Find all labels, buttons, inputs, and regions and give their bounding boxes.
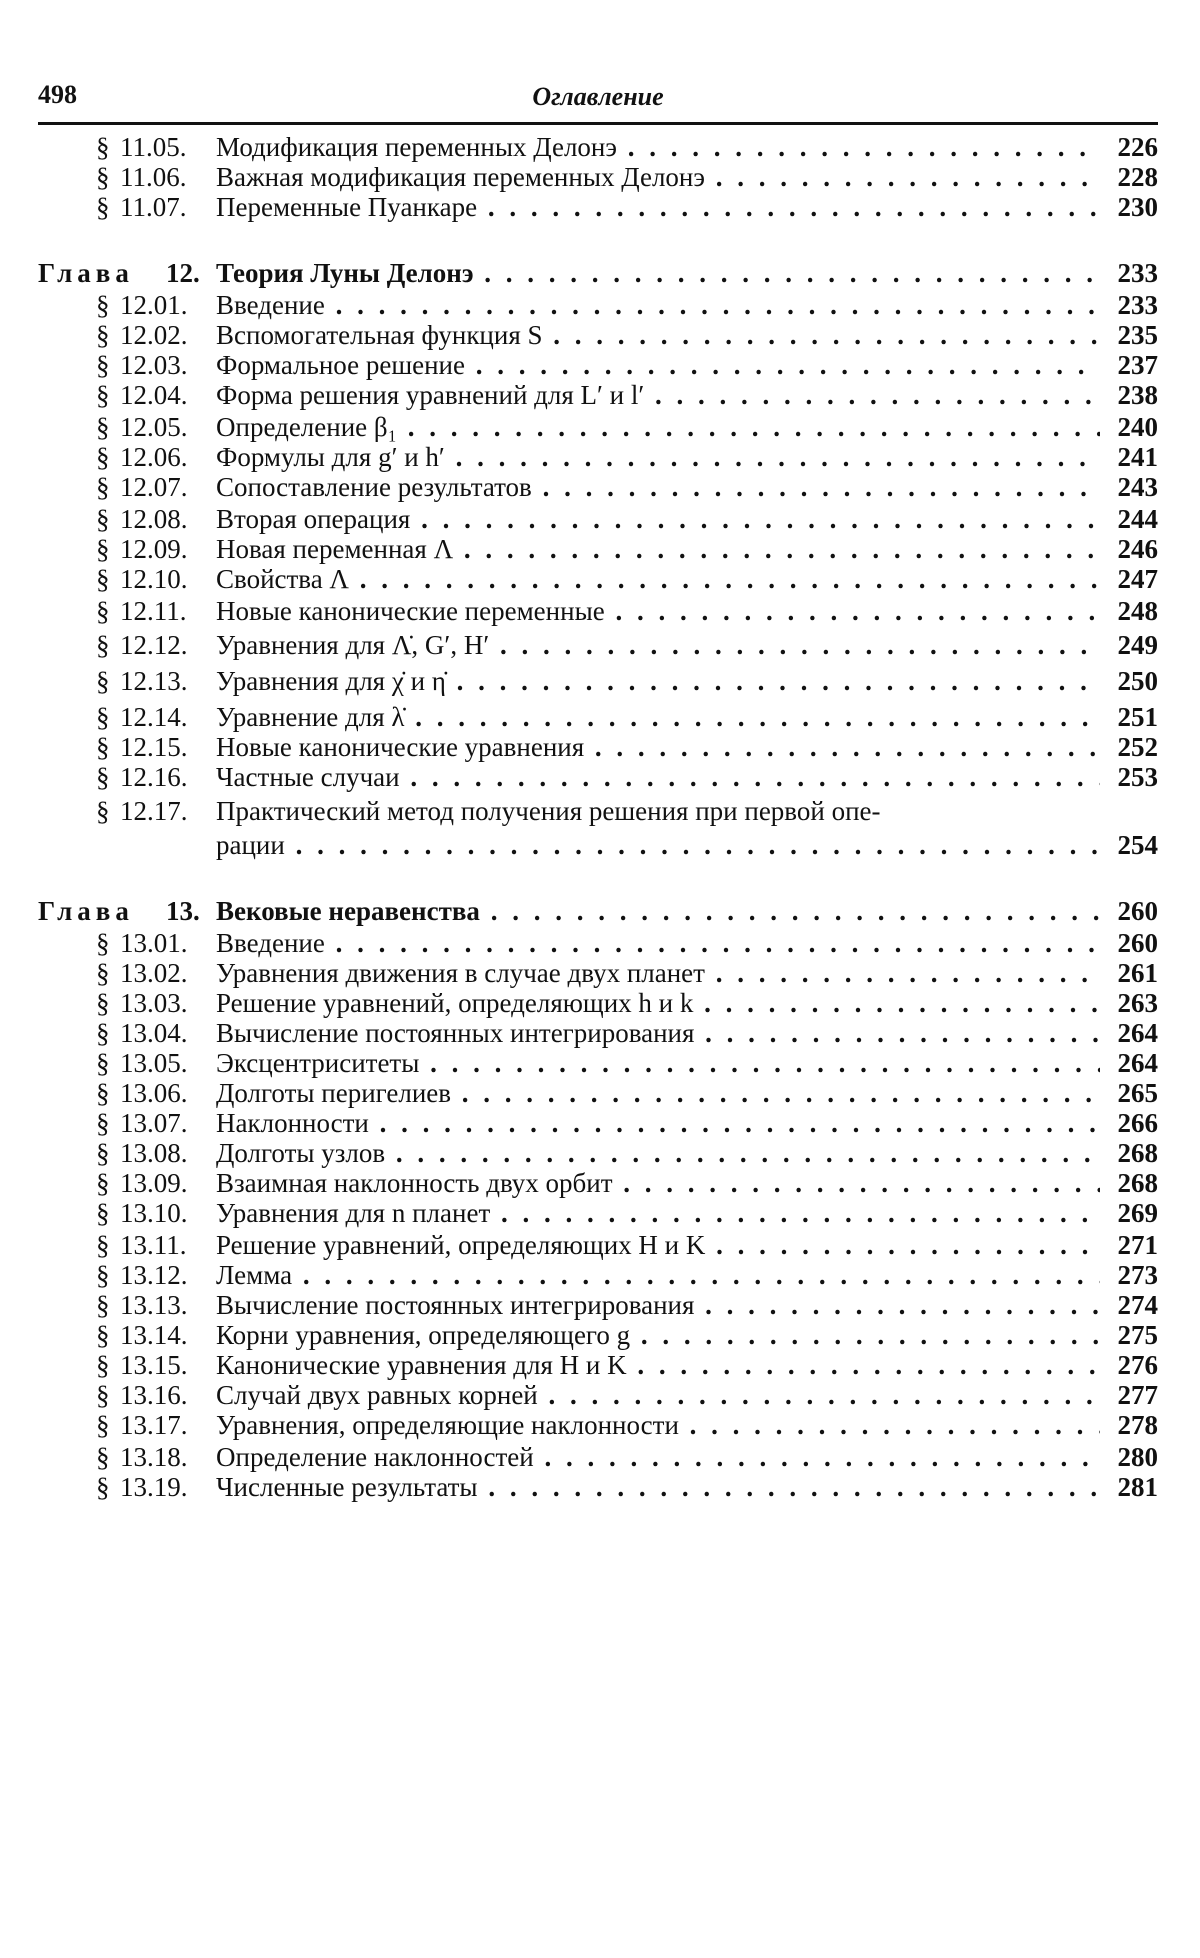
- toc-page-number: 237: [1117, 350, 1158, 380]
- page-header: [38, 80, 1158, 120]
- toc-row: [38, 1228, 1158, 1262]
- section-number-text: 12.07.: [120, 472, 188, 502]
- section-number: [96, 562, 196, 596]
- toc-page-number: 263: [1117, 988, 1158, 1018]
- toc-page-number: 280: [1117, 1442, 1158, 1472]
- toc-entry-title: рации . . .: [216, 828, 1100, 862]
- section-sign: §: [96, 534, 110, 564]
- section-number-text: 12.14.: [120, 702, 188, 732]
- toc-page-number: 246: [1117, 534, 1158, 564]
- toc-entry-title: Уравнения для χ̇ и η̇ . . .: [216, 664, 1100, 698]
- section-number: [96, 160, 196, 194]
- toc-page-number: 264: [1117, 1048, 1158, 1078]
- toc-page-number: 238: [1117, 380, 1158, 410]
- section-number: [96, 410, 196, 444]
- toc-entry-title: Формальное решение . . .: [216, 348, 1100, 382]
- section-number-text: 12.08.: [120, 504, 188, 534]
- chapter-label: Глава: [38, 258, 134, 288]
- section-sign: §: [96, 1410, 110, 1440]
- section-sign: §: [96, 1472, 110, 1502]
- section-number-text: 13.14.: [120, 1320, 188, 1350]
- section-number: [96, 130, 196, 164]
- section-sign: §: [96, 1168, 110, 1198]
- toc-page-number: 241: [1117, 442, 1158, 472]
- toc-row: [38, 1076, 1158, 1110]
- toc-row: [38, 470, 1158, 504]
- toc-entry-title: Уравнения для Λ̇, G′, H′ . . .: [216, 628, 1100, 662]
- toc-entry-title: Решение уравнений, определяющих h и k . . .: [216, 986, 1100, 1020]
- page-number: 498: [38, 80, 77, 109]
- header-rule: [38, 122, 1158, 125]
- section-number-text: 13.19.: [120, 1472, 188, 1502]
- section-number: [96, 794, 196, 828]
- toc-row: [38, 1318, 1158, 1352]
- section-sign: §: [96, 1380, 110, 1410]
- toc-page-number: 264: [1117, 1018, 1158, 1048]
- section-number-text: 12.09.: [120, 534, 188, 564]
- toc-entry-title: Теория Луны Делонэ . . .: [216, 256, 1100, 290]
- section-sign: §: [96, 1290, 110, 1320]
- toc-row: [38, 1348, 1158, 1382]
- section-sign: §: [96, 350, 110, 380]
- toc-page-number: 250: [1117, 666, 1158, 696]
- chapter-label: Глава: [38, 896, 134, 926]
- section-sign: §: [96, 1350, 110, 1380]
- section-sign: §: [96, 320, 110, 350]
- toc-page-number: 271: [1117, 1230, 1158, 1260]
- toc-entry-title: Случай двух равных корней . . .: [216, 1378, 1100, 1412]
- toc-entry-title: Формулы для g′ и h′ . . .: [216, 440, 1100, 474]
- section-number-text: 13.13.: [120, 1290, 188, 1320]
- toc-row: [38, 1408, 1158, 1442]
- section-sign: §: [96, 504, 110, 534]
- section-number: [96, 664, 196, 698]
- section-sign: §: [96, 666, 110, 696]
- section-number: [96, 1288, 196, 1322]
- section-number: [96, 532, 196, 566]
- section-sign: §: [96, 1198, 110, 1228]
- toc-entry-title: Форма решения уравнений для L′ и l′ . . .: [216, 378, 1100, 412]
- section-number: [96, 926, 196, 960]
- toc-row: [38, 1378, 1158, 1412]
- toc-page-number: 277: [1117, 1380, 1158, 1410]
- section-number-text: 13.03.: [120, 988, 188, 1018]
- section-number-text: 11.06.: [120, 162, 187, 192]
- section-number: [96, 1106, 196, 1140]
- toc-page-number: 230: [1117, 192, 1158, 222]
- toc-entry-title: Вековые неравенства . . .: [216, 894, 1100, 928]
- toc-chapter-row: [38, 894, 1158, 928]
- toc-page-number: 278: [1117, 1410, 1158, 1440]
- toc-row: [38, 410, 1158, 444]
- section-sign: §: [96, 1320, 110, 1350]
- toc-row: [38, 730, 1158, 764]
- toc-page-number: 254: [1117, 830, 1158, 860]
- section-number: [96, 760, 196, 794]
- section-number-text: 13.09.: [120, 1168, 188, 1198]
- section-sign: §: [96, 564, 110, 594]
- section-number: [96, 1318, 196, 1352]
- toc-row: [38, 1288, 1158, 1322]
- toc-entry-title: Новые канонические уравнения . . .: [216, 730, 1100, 764]
- toc-entry-title: Канонические уравнения для H и K . . .: [216, 1348, 1100, 1382]
- section-number-text: 12.05.: [120, 412, 188, 442]
- section-number-text: 11.07.: [120, 192, 187, 222]
- section-number: [96, 700, 196, 734]
- toc-page-number: 268: [1117, 1168, 1158, 1198]
- toc-entry-title: Численные результаты . . .: [216, 1470, 1100, 1504]
- toc-page-number: 269: [1117, 1198, 1158, 1228]
- section-number-text: 12.12.: [120, 630, 188, 660]
- section-number: [96, 594, 196, 628]
- toc-entry-title: Долготы перигелиев . . .: [216, 1076, 1100, 1110]
- section-sign: §: [96, 132, 110, 162]
- section-number: [96, 1166, 196, 1200]
- toc-entry-title: Переменные Пуанкаре . . .: [216, 190, 1100, 224]
- toc-entry-title: Определение β₁ . . .: [216, 410, 1100, 444]
- toc-entry-title: Вторая операция . . .: [216, 502, 1100, 536]
- toc-page-number: 266: [1117, 1108, 1158, 1138]
- section-sign: §: [96, 442, 110, 472]
- toc-row: [38, 1470, 1158, 1504]
- toc-row: [38, 594, 1158, 628]
- toc-row: [38, 986, 1158, 1020]
- section-sign: §: [96, 1138, 110, 1168]
- section-number-text: 12.01.: [120, 290, 188, 320]
- toc-page-number: 273: [1117, 1260, 1158, 1290]
- section-number-text: 12.13.: [120, 666, 188, 696]
- toc-entry-title: Вычисление постоянных интегрирования . . .: [216, 1288, 1100, 1322]
- toc-row: [38, 288, 1158, 322]
- section-number: [96, 1470, 196, 1504]
- section-number-text: 12.17.: [120, 796, 188, 826]
- toc-row: [38, 760, 1158, 794]
- toc-entry-title: Вспомогательная функция S . . .: [216, 318, 1100, 352]
- toc-entry-title: Долготы узлов . . .: [216, 1136, 1100, 1170]
- section-number: [96, 730, 196, 764]
- toc-page-number: 281: [1117, 1472, 1158, 1502]
- toc-page-number: 253: [1117, 762, 1158, 792]
- section-sign: §: [96, 1108, 110, 1138]
- toc-entry-title: Решение уравнений, определяющих H и K . . .: [216, 1228, 1100, 1262]
- toc-page-number: 251: [1117, 702, 1158, 732]
- section-number: [96, 956, 196, 990]
- section-sign: §: [96, 380, 110, 410]
- section-number: [96, 1136, 196, 1170]
- toc-entry-title: Введение . . .: [216, 288, 1100, 322]
- toc-row: [38, 1136, 1158, 1170]
- toc-entry-title: Новая переменная Λ . . .: [216, 532, 1100, 566]
- section-number: [96, 190, 196, 224]
- toc-chapter-row: [38, 256, 1158, 290]
- toc-row: [38, 502, 1158, 536]
- section-number: [96, 1196, 196, 1230]
- toc-entry-title: Свойства Λ . . .: [216, 562, 1100, 596]
- section-number-text: 12.06.: [120, 442, 188, 472]
- toc-page-number: 276: [1117, 1350, 1158, 1380]
- toc-row: [38, 440, 1158, 474]
- section-sign: §: [96, 732, 110, 762]
- section-number-text: 12.16.: [120, 762, 188, 792]
- toc-entry-title: Взаимная наклонность двух орбит . . .: [216, 1166, 1100, 1200]
- toc-entry-title: Уравнения движения в случае двух планет . . .: [216, 956, 1100, 990]
- section-number: [96, 1046, 196, 1080]
- section-number-text: 12.03.: [120, 350, 188, 380]
- section-number: [96, 1228, 196, 1262]
- toc-page-number: 247: [1117, 564, 1158, 594]
- section-sign: §: [96, 1048, 110, 1078]
- section-number: [96, 1258, 196, 1292]
- toc-entry-title: Определение наклонностей . . .: [216, 1440, 1100, 1474]
- section-sign: §: [96, 988, 110, 1018]
- section-sign: §: [96, 472, 110, 502]
- section-number-text: 13.07.: [120, 1108, 188, 1138]
- toc-row: [38, 1016, 1158, 1050]
- toc-row: [38, 562, 1158, 596]
- section-sign: §: [96, 1078, 110, 1108]
- toc-row: [38, 700, 1158, 734]
- toc-row: [38, 532, 1158, 566]
- section-number: [96, 440, 196, 474]
- toc-row: [38, 794, 1158, 828]
- section-number: [96, 288, 196, 322]
- toc-row: [38, 1196, 1158, 1230]
- section-sign: §: [96, 702, 110, 732]
- section-number: [96, 628, 196, 662]
- toc-page-number: 275: [1117, 1320, 1158, 1350]
- toc-page-number: 274: [1117, 1290, 1158, 1320]
- toc-entry-title: Лемма . . .: [216, 1258, 1100, 1292]
- section-sign: §: [96, 1260, 110, 1290]
- toc-entry-title: Корни уравнения, определяющего g . . .: [216, 1318, 1100, 1352]
- section-number: [96, 986, 196, 1020]
- toc-page-number: 265: [1117, 1078, 1158, 1108]
- section-number-text: 13.10.: [120, 1198, 188, 1228]
- toc-page-number: 244: [1117, 504, 1158, 534]
- section-number-text: 13.17.: [120, 1410, 188, 1440]
- toc-row: [38, 628, 1158, 662]
- toc-entry-title: Модификация переменных Делонэ . . .: [216, 130, 1100, 164]
- toc-entry-title: Практический метод получения решения при первой опе-: [216, 796, 881, 826]
- section-number-text: 13.04.: [120, 1018, 188, 1048]
- toc-page-number: 235: [1117, 320, 1158, 350]
- toc-page-number: 240: [1117, 412, 1158, 442]
- section-number: [96, 1016, 196, 1050]
- toc-page-number: 249: [1117, 630, 1158, 660]
- toc-entry-title: Наклонности . . .: [216, 1106, 1100, 1140]
- section-number-text: 13.08.: [120, 1138, 188, 1168]
- toc-page-number: 243: [1117, 472, 1158, 502]
- toc-row: [38, 378, 1158, 412]
- toc-row: [38, 190, 1158, 224]
- section-number-text: 12.15.: [120, 732, 188, 762]
- toc-page-number: 260: [1117, 928, 1158, 958]
- toc-entry-title: Уравнения для n планет . . .: [216, 1196, 1100, 1230]
- section-number: [96, 348, 196, 382]
- toc-row: [38, 926, 1158, 960]
- section-sign: §: [96, 928, 110, 958]
- toc-entry-title: Уравнения, определяющие наклонности . . .: [216, 1408, 1100, 1442]
- section-sign: §: [96, 192, 110, 222]
- section-number: [96, 378, 196, 412]
- running-title: Оглавление: [532, 82, 664, 111]
- toc-page-number: 268: [1117, 1138, 1158, 1168]
- section-number-text: 12.11.: [120, 596, 187, 626]
- section-number-text: 13.15.: [120, 1350, 188, 1380]
- toc-row: [38, 956, 1158, 990]
- section-sign: §: [96, 1018, 110, 1048]
- toc-entry-title: Частные случаи . . .: [216, 760, 1100, 794]
- toc-row: [38, 1440, 1158, 1474]
- section-number-text: 13.06.: [120, 1078, 188, 1108]
- toc-entry-title: Сопоставление результатов . . .: [216, 470, 1100, 504]
- section-sign: §: [96, 1230, 110, 1260]
- toc-row: [38, 130, 1158, 164]
- section-number: [96, 318, 196, 352]
- toc-page-number: 260: [1117, 896, 1158, 926]
- section-sign: §: [96, 162, 110, 192]
- toc-row: [38, 1166, 1158, 1200]
- toc-row: [38, 1106, 1158, 1140]
- toc-entry-title: Уравнение для λ̇ . . .: [216, 700, 1100, 734]
- section-number: [96, 1076, 196, 1110]
- section-number-text: 12.04.: [120, 380, 188, 410]
- section-number: [96, 502, 196, 536]
- section-sign: §: [96, 630, 110, 660]
- section-number-text: 11.05.: [120, 132, 187, 162]
- toc-row: [38, 160, 1158, 194]
- toc-entry-title: Важная модификация переменных Делонэ . . .: [216, 160, 1100, 194]
- section-number-text: 13.11.: [120, 1230, 187, 1260]
- toc-page-number: 248: [1117, 596, 1158, 626]
- toc-row: [38, 1258, 1158, 1292]
- section-number: [96, 1378, 196, 1412]
- section-number: [96, 1440, 196, 1474]
- toc-page-number: 233: [1117, 258, 1158, 288]
- section-sign: §: [96, 290, 110, 320]
- toc-page-number: 252: [1117, 732, 1158, 762]
- section-sign: §: [96, 412, 110, 442]
- toc-row: [38, 318, 1158, 352]
- section-number: [96, 1408, 196, 1442]
- section-sign: §: [96, 596, 110, 626]
- toc-page-number: 226: [1117, 132, 1158, 162]
- section-number-text: 13.01.: [120, 928, 188, 958]
- toc-page-number: 233: [1117, 290, 1158, 320]
- section-sign: §: [96, 762, 110, 792]
- section-sign: §: [96, 1442, 110, 1472]
- toc-row: [38, 1046, 1158, 1080]
- section-number-text: 13.12.: [120, 1260, 188, 1290]
- toc-page-number: 228: [1117, 162, 1158, 192]
- chapter-number: 13.: [166, 896, 200, 926]
- chapter-number: 12.: [166, 258, 200, 288]
- section-sign: §: [96, 796, 110, 826]
- section-number-text: 13.05.: [120, 1048, 188, 1078]
- section-number-text: 13.16.: [120, 1380, 188, 1410]
- toc-entry-title: Эксцентриситеты . . .: [216, 1046, 1100, 1080]
- section-number: [96, 1348, 196, 1382]
- toc-row: [38, 664, 1158, 698]
- toc-entry-title: Введение . . .: [216, 926, 1100, 960]
- toc-row: [38, 348, 1158, 382]
- section-number-text: 12.10.: [120, 564, 188, 594]
- toc-row: [38, 828, 1158, 862]
- section-sign: §: [96, 958, 110, 988]
- section-number-text: 13.02.: [120, 958, 188, 988]
- section-number-text: 13.18.: [120, 1442, 188, 1472]
- toc-entry-title: Вычисление постоянных интегрирования . . .: [216, 1016, 1100, 1050]
- section-number: [96, 470, 196, 504]
- section-number-text: 12.02.: [120, 320, 188, 350]
- toc-entry-title: Новые канонические переменные . . .: [216, 594, 1100, 628]
- toc-page-number: 261: [1117, 958, 1158, 988]
